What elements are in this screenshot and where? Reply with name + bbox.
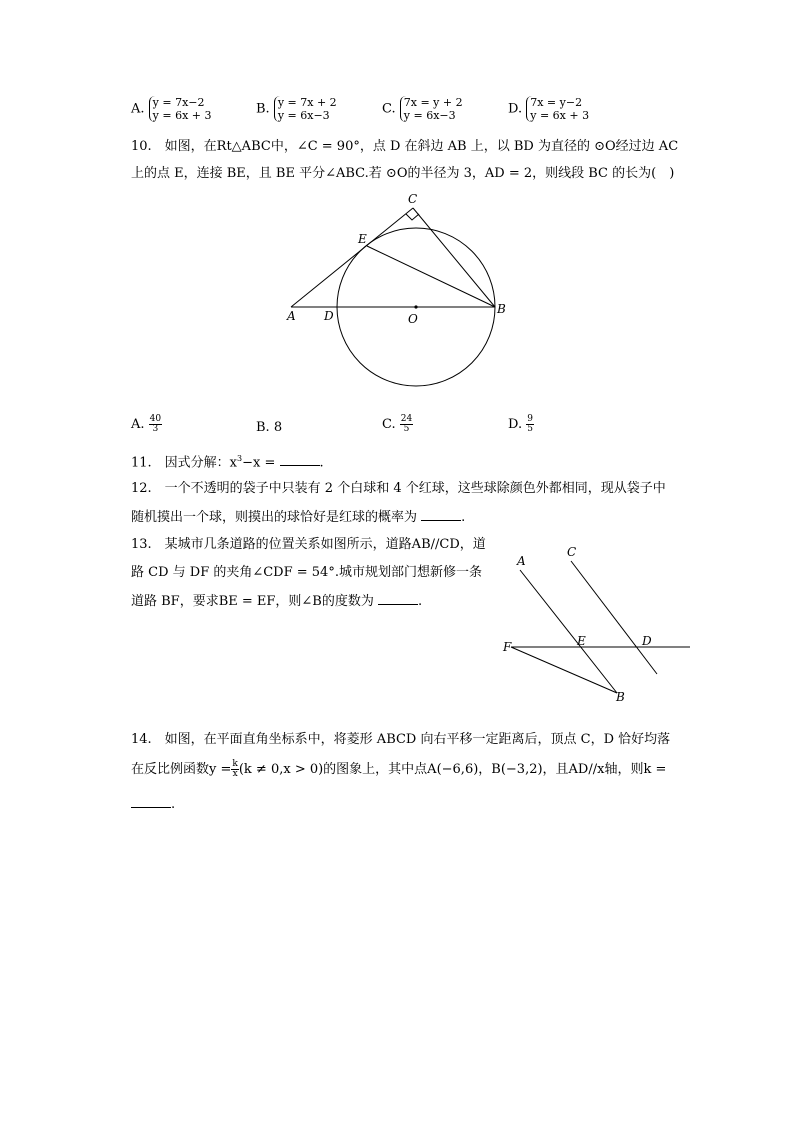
label-a: A [517, 554, 526, 568]
q13-question-line3: 道路 BF，要求BE = EF，则∠B的度数为 . [131, 594, 423, 609]
fraction [149, 415, 162, 434]
q11-text-suffix: −x = [242, 455, 276, 471]
equation-system [274, 96, 337, 122]
option-label: A. [131, 101, 145, 117]
equation: y = 6x−3 [403, 109, 456, 122]
q13-roads-figure [500, 540, 700, 710]
label-b: B [497, 302, 506, 316]
label-f: F [503, 640, 512, 654]
q11-text: 11. 因式分解：x [131, 455, 238, 471]
fraction-k-over-x [231, 760, 238, 779]
denominator: x [232, 769, 238, 779]
equation: y = 6x + 3 [530, 109, 590, 122]
q10-option-b [256, 421, 282, 434]
q14-question-line2 [131, 760, 666, 779]
answer-blank[interactable] [131, 797, 171, 808]
option-label: C. [382, 417, 396, 432]
q9-option-d [508, 96, 589, 122]
q9-option-c [382, 96, 463, 122]
q9-option-a [131, 96, 212, 122]
road-ab [520, 570, 617, 693]
q10-option-d [508, 415, 534, 434]
label-o: O [408, 312, 418, 326]
label-d: D [642, 634, 652, 648]
equation-system [400, 96, 463, 122]
equation: y = 6x + 3 [152, 109, 212, 122]
label-a: A [287, 309, 296, 323]
label-c: C [567, 545, 577, 559]
q10-option-c [382, 415, 413, 434]
segment-cb [413, 208, 495, 307]
equation: 7x = y−2 [530, 96, 583, 109]
q11-question: 11. 因式分解：$x^3-x$ = . [131, 454, 324, 471]
exponent: 3 [237, 454, 243, 463]
answer-blank[interactable] [280, 455, 320, 466]
denominator: 3 [152, 424, 159, 434]
option-label: B. [256, 101, 270, 117]
numerator: 40 [149, 414, 162, 424]
q10-circle-figure [280, 190, 520, 390]
label-b: B [616, 690, 625, 704]
q12-text-line2: 随机摸出一个球，则摸出的球恰好是红球的概率为 [131, 510, 418, 525]
numerator: 9 [527, 414, 533, 424]
q9-option-b [256, 96, 337, 122]
q13-text-line1: 13. 某城市几条道路的位置关系如图所示，道路AB//CD，道 [131, 537, 486, 552]
q14-text-line2a: 在反比例函数y = [131, 762, 232, 777]
segment-ac [291, 208, 413, 307]
q10-text-line1: 10. 如图，在Rt△ABC中，∠C = 90°，点 D 在斜边 AB 上，以 BD 为直径的 ⊙O经过边 AC [131, 139, 679, 154]
numerator: k [232, 759, 238, 769]
q14-text-line1: 14. 如图，在平面直角坐标系中，将菱形 ABCD 向右平移一定距离后，顶点 C，D 恰好均落 [131, 732, 671, 747]
q14-answer-line: . [131, 797, 175, 811]
q14-text-line2b: (k ≠ 0,x > 0)的图象上，其中点A(−6,6)，B(−3,2)，且AD//x轴，则k = [238, 762, 667, 777]
road-cd [571, 561, 657, 674]
answer-blank[interactable] [378, 594, 418, 605]
option-label: D. [508, 417, 523, 432]
equation: y = 7x−2 [152, 96, 205, 109]
q10-text-line2: 上的点 E，连接 BE，且 BE 平分∠ABC.若 ⊙O的半径为 3，AD = 2，则线段 BC 的长为( ) [131, 166, 675, 181]
option-label: D. [508, 101, 523, 117]
denominator: 5 [527, 424, 533, 434]
label-e: E [358, 232, 367, 246]
equation: y = 7x + 2 [277, 96, 337, 109]
answer-blank[interactable] [421, 510, 461, 521]
q13-text-line3: 道路 BF，要求BE = EF，则∠B的度数为 [131, 594, 374, 609]
denominator: 5 [403, 424, 410, 434]
label-c: C [408, 192, 418, 206]
q13-text-line2: 路 CD 与 DF 的夹角∠CDF = 54°.城市规划部门想新修一条 [131, 565, 482, 580]
equation: 7x = y + 2 [403, 96, 463, 109]
numerator: 24 [400, 414, 413, 424]
equation-system [149, 96, 212, 122]
road-bf [511, 647, 617, 693]
q10-option-a [131, 415, 162, 434]
label-d: D [324, 309, 334, 323]
option-value: 8 [273, 420, 283, 435]
center-point [414, 305, 417, 308]
equation: y = 6x−3 [277, 109, 330, 122]
equation-system [526, 96, 589, 122]
q12-text-line1: 12. 一个不透明的袋子中只装有 2 个白球和 4 个红球，这些球除颜色外都相同，现从袋子中 [131, 481, 666, 496]
fraction [526, 415, 534, 434]
option-label: A. [131, 417, 145, 432]
option-label: B. [256, 420, 270, 435]
fraction [400, 415, 413, 434]
label-e: E [577, 634, 586, 648]
option-label: C. [382, 101, 396, 117]
q12-question-line2: 随机摸出一个球，则摸出的球恰好是红球的概率为 . [131, 510, 466, 525]
right-angle-mark [406, 214, 419, 220]
